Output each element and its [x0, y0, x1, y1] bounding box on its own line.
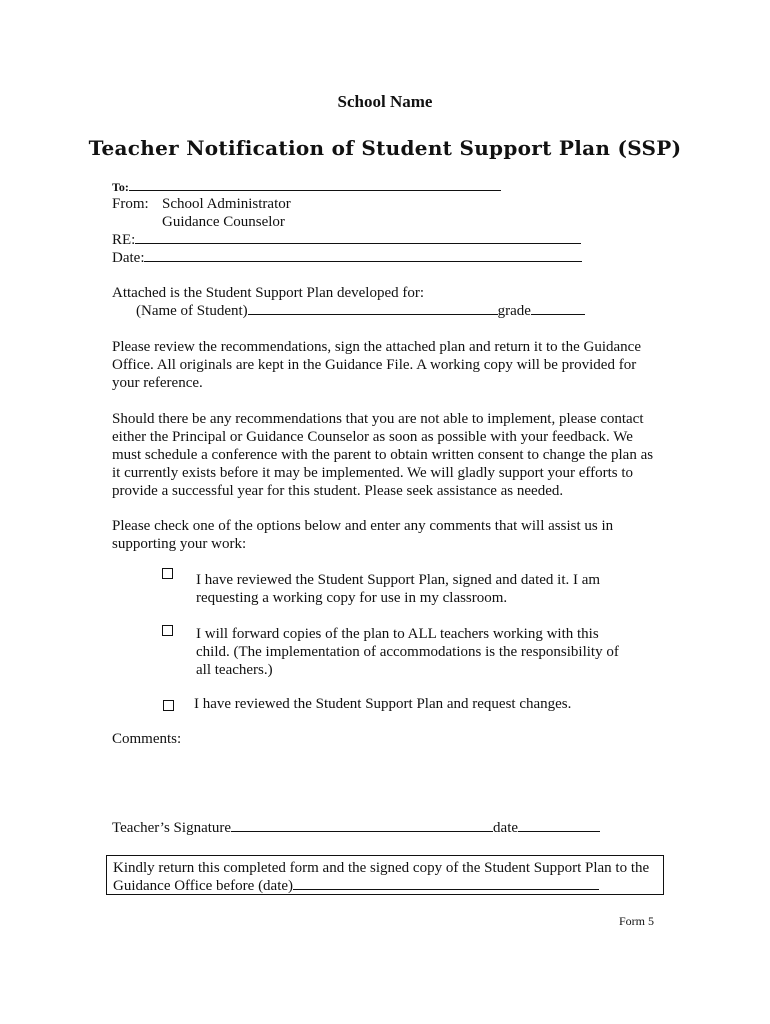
signature-row [112, 820, 600, 837]
from-line-1: School Administrator [162, 196, 291, 212]
to-field[interactable] [129, 190, 501, 191]
student-row [136, 303, 585, 320]
teacher-signature-label: Teacher’s Signature [112, 820, 232, 836]
review-paragraph: Please review the recommendations, sign the attached plan and return it to the Guidance Office. All originals are kept in the Guidance File. A working copy will be provided for your reference. [112, 339, 641, 391]
to-label: To: [112, 180, 129, 194]
to-row [112, 180, 501, 195]
form-number: Form 5 [619, 914, 655, 928]
grade-label: grade [497, 303, 531, 319]
return-date-label: Guidance Office before (date) [113, 878, 294, 894]
re-field[interactable] [135, 243, 581, 244]
teacher-signature-field[interactable] [231, 831, 493, 832]
check-instructions: Please check one of the options below and enter any comments that will assist us in supporting your work: [112, 518, 614, 552]
re-row [112, 232, 581, 249]
return-line-2 [113, 877, 663, 895]
school-name: School Name [337, 92, 433, 111]
attached-text: Attached is the Student Support Plan developed for: [112, 285, 425, 301]
student-label: (Name of Student) [136, 303, 248, 319]
option-3-text: I have reviewed the Student Support Plan and request changes. [194, 696, 572, 712]
grade-field[interactable] [531, 314, 585, 315]
comments-label: Comments: [112, 731, 182, 747]
return-date-field[interactable] [293, 889, 599, 890]
date-field[interactable] [144, 261, 582, 262]
from-label: From: [112, 196, 149, 212]
re-label: RE: [112, 232, 136, 248]
signature-date-field[interactable] [518, 831, 600, 832]
student-name-field[interactable] [248, 314, 498, 315]
option-2-checkbox[interactable] [162, 625, 173, 636]
signature-date-label: date [493, 820, 519, 836]
option-2-text: I will forward copies of the plan to ALL teachers working with this child. (The implementation of accommodations is the responsibility of all teachers.) [196, 626, 619, 678]
return-instructions-box [106, 855, 664, 895]
document-title: Teacher Notification of Student Support Plan (SSP) [88, 136, 682, 160]
return-line-1: Kindly return this completed form and the signed copy of the Student Support Plan to the [113, 860, 650, 876]
option-1-text: I have reviewed the Student Support Plan, signed and dated it. I am requesting a working copy for use in my classroom. [196, 572, 601, 606]
option-3-checkbox[interactable] [163, 700, 174, 711]
concerns-paragraph: Should there be any recommendations that you are not able to implement, please contact either the Principal or Guidance Counselor as soon as possible with your feedback. We must schedule a conference with the parent to obtain written consent to change the plan as it currently exists before it may be implemented. We will gladly support your efforts to provide a successful year for this student. Please seek assistance as needed. [112, 411, 654, 499]
option-1-checkbox[interactable] [162, 568, 173, 579]
from-line-2: Guidance Counselor [162, 214, 285, 230]
date-label: Date: [112, 250, 145, 266]
date-row [112, 250, 582, 267]
